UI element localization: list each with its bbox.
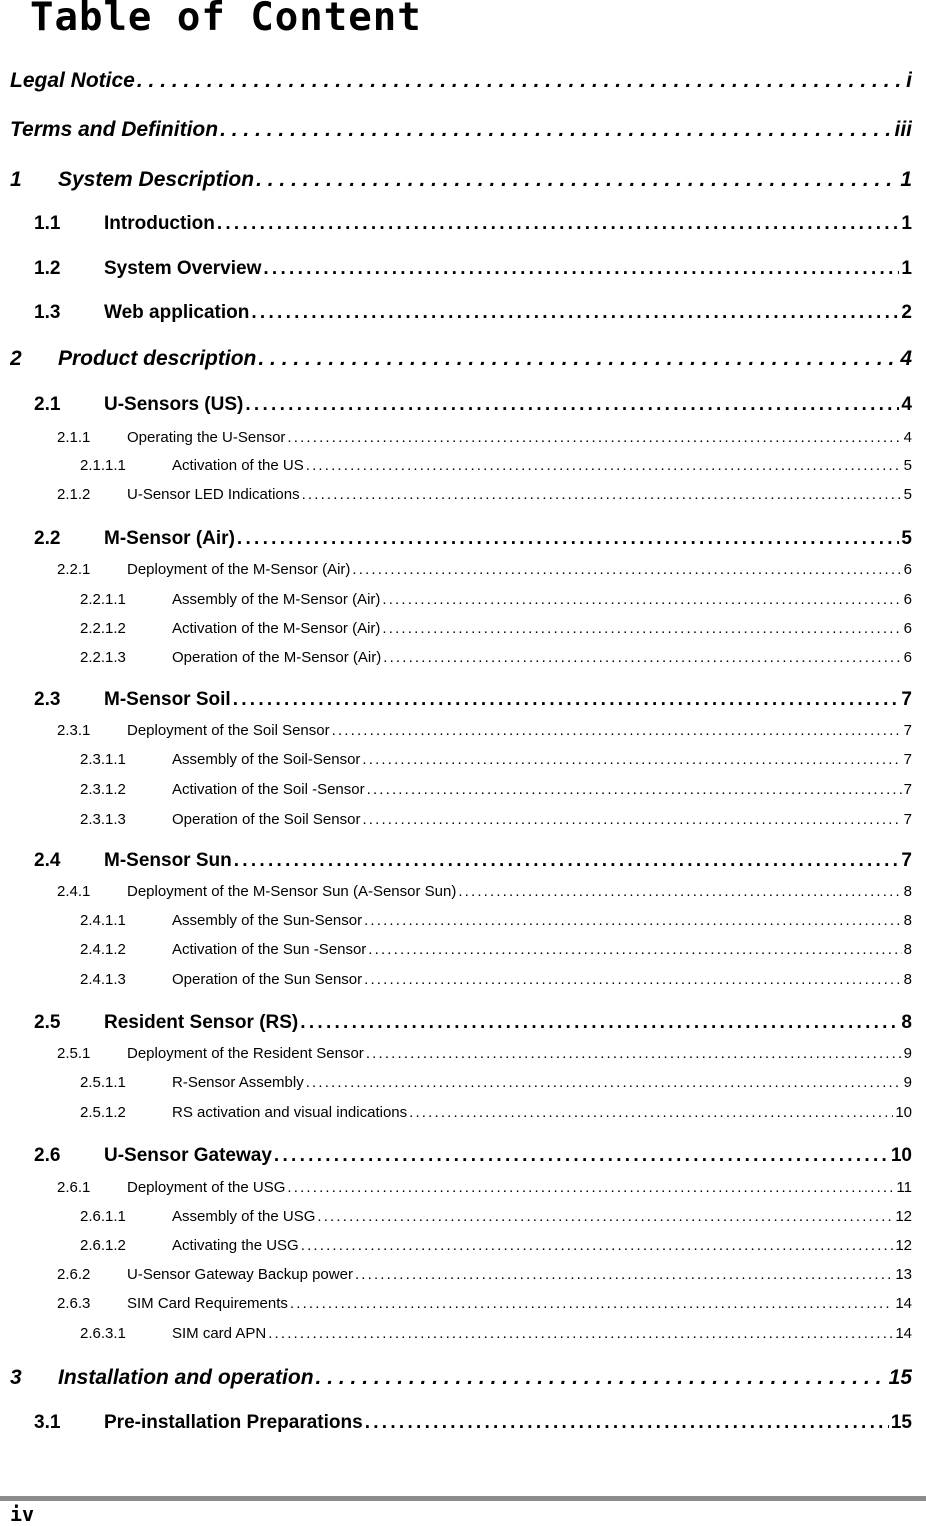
toc-entry-title: R-Sensor Assembly [172, 1074, 304, 1091]
toc-entry-title: Assembly of the USG [172, 1208, 316, 1225]
toc-entry-title: Activation of the Sun -Sensor [172, 941, 367, 958]
dot-leader [251, 302, 899, 324]
toc-entry[interactable] [80, 1237, 912, 1254]
toc-entry-page: 7 [903, 751, 912, 768]
dot-leader [332, 722, 902, 739]
toc-entry-page: 15 [888, 1366, 912, 1389]
toc-entry-number: 2.2.1.3 [80, 649, 126, 666]
toc-entry-number: 2.6.3 [57, 1295, 91, 1312]
toc-entry-page: 1 [901, 213, 912, 234]
toc-entry-number: 2.1 [34, 394, 61, 415]
toc-entry-number: 2.2.1 [57, 561, 91, 578]
dot-leader [306, 1074, 902, 1091]
toc-entry[interactable] [57, 561, 912, 578]
dot-leader [263, 258, 899, 280]
toc-entry-page: 8 [901, 1012, 912, 1033]
toc-entry-number: 2.5 [34, 1012, 61, 1033]
toc-entry-title: Operation of the Sun Sensor [172, 971, 363, 988]
toc-entry-page: 5 [903, 457, 912, 474]
toc-entry-title: Resident Sensor (RS) [104, 1012, 299, 1033]
toc-entry[interactable] [57, 1179, 912, 1196]
toc-entry-number: 2.2.1.1 [80, 591, 126, 608]
toc-entry[interactable] [80, 912, 912, 929]
toc-entry-title: RS activation and visual indications [172, 1104, 408, 1121]
toc-entry-page: 13 [895, 1266, 912, 1283]
toc-entry[interactable] [80, 457, 912, 474]
toc-entry-title: U-Sensor Gateway [104, 1145, 272, 1166]
toc-entry-title: U-Sensor LED Indications [127, 486, 300, 503]
footer-divider [0, 1496, 926, 1501]
toc-entry-page: 8 [903, 883, 912, 900]
toc-entry[interactable] [10, 347, 912, 371]
dot-leader [256, 168, 898, 192]
toc-entry-page: 7 [901, 850, 912, 871]
toc-entry-title: Legal Notice [10, 69, 135, 92]
toc-entry-page: 4 [903, 429, 912, 446]
dot-leader [258, 347, 898, 371]
toc-entry[interactable] [57, 1266, 912, 1283]
dot-leader [368, 941, 901, 958]
dot-leader [287, 1179, 894, 1196]
toc-entry-page: 6 [903, 649, 912, 666]
dot-leader [300, 1012, 899, 1034]
toc-entry-title: M-Sensor Sun [104, 850, 232, 871]
toc-entry-number: 2.6.1.1 [80, 1208, 126, 1225]
toc-entry-title: Activating the USG [172, 1237, 299, 1254]
toc-entry-title: Assembly of the Soil-Sensor [172, 751, 361, 768]
dot-leader [302, 486, 902, 503]
toc-entry-page: 12 [895, 1237, 912, 1254]
toc-entry-number: 1 [10, 168, 22, 191]
toc-entry-title: Pre-installation Preparations [104, 1412, 363, 1433]
dot-leader [301, 1237, 894, 1254]
toc-entry-number: 2.6.1 [57, 1179, 91, 1196]
toc-entry-page: 9 [903, 1074, 912, 1091]
dot-leader [237, 528, 900, 550]
dot-leader [364, 971, 902, 988]
toc-entry[interactable] [80, 1104, 912, 1121]
toc-entry-page: i [906, 69, 912, 92]
dot-leader [220, 118, 892, 142]
toc-entry[interactable] [10, 118, 912, 142]
dot-leader [409, 1104, 893, 1121]
toc-entry-page: 4 [901, 394, 912, 415]
dot-leader [366, 1045, 902, 1062]
toc-entry-number: 1.1 [34, 213, 61, 234]
toc-entry[interactable] [34, 258, 912, 280]
toc-entry-title: Installation and operation [58, 1366, 314, 1389]
toc-entry-title: Operation of the M-Sensor (Air) [172, 649, 382, 666]
toc-entry-number: 2.4.1.1 [80, 912, 126, 929]
toc-entry-title: SIM Card Requirements [127, 1295, 288, 1312]
toc-entry-number: 3 [10, 1366, 22, 1389]
toc-entry-title: Introduction [104, 213, 215, 234]
toc-entry-number: 2.3.1.2 [80, 781, 126, 798]
toc-entry-title: Deployment of the Soil Sensor [127, 722, 330, 739]
toc-entry-title: System Overview [104, 258, 262, 279]
toc-entry-title: Assembly of the M-Sensor (Air) [172, 591, 381, 608]
dot-leader [362, 751, 901, 768]
toc-entry-title: Activation of the US [172, 457, 304, 474]
toc-entry-page: 6 [903, 620, 912, 637]
dot-leader [317, 1208, 893, 1225]
toc-entry-title: Assembly of the Sun-Sensor [172, 912, 363, 929]
dot-leader [287, 429, 901, 446]
toc-entry[interactable] [34, 213, 912, 235]
dot-leader [245, 394, 899, 416]
toc-entry-number: 2.2 [34, 528, 61, 549]
toc-entry-page: 9 [903, 1045, 912, 1062]
toc-entry-page: 1 [901, 258, 912, 279]
toc-entry-page: 5 [903, 486, 912, 503]
toc-entry-number: 2.4 [34, 850, 61, 871]
toc-entry[interactable] [80, 591, 912, 608]
toc-entry-number: 2 [10, 347, 22, 370]
toc-entry-title: Terms and Definition [10, 118, 219, 141]
toc-entry-page: 8 [903, 941, 912, 958]
toc-entry-page: 6 [903, 561, 912, 578]
toc-entry[interactable] [34, 689, 912, 711]
toc-entry-title: Deployment of the M-Sensor Sun (A-Sensor Sun) [127, 883, 457, 900]
toc-entry-number: 2.6.2 [57, 1266, 91, 1283]
toc-entry[interactable] [57, 722, 912, 739]
toc-entry-page: 7 [903, 722, 912, 739]
toc-entry[interactable] [57, 429, 912, 446]
toc-entry-title: M-Sensor (Air) [104, 528, 235, 549]
dot-leader [316, 1366, 887, 1390]
toc-entry[interactable] [80, 781, 912, 798]
toc-entry-number: 2.6 [34, 1145, 61, 1166]
toc-entry-page: 2 [901, 302, 912, 323]
toc-entry-number: 2.1.1.1 [80, 457, 126, 474]
toc-entry-page: iii [894, 118, 912, 141]
toc-entry[interactable] [34, 1412, 912, 1434]
toc-entry-number: 3.1 [34, 1412, 61, 1433]
toc-entry-page: 11 [896, 1179, 912, 1196]
toc-entry-number: 2.3.1 [57, 722, 91, 739]
toc-entry[interactable] [57, 1045, 912, 1062]
toc-entry[interactable] [80, 1325, 912, 1342]
toc-entry[interactable] [80, 620, 912, 637]
toc-entry[interactable] [34, 394, 912, 416]
toc-entry[interactable] [80, 649, 912, 666]
toc-entry-page: 14 [895, 1295, 912, 1312]
toc-entry-page: 8 [903, 971, 912, 988]
toc-entry-page: 15 [890, 1412, 912, 1433]
dot-leader [382, 591, 901, 608]
toc-entry-number: 2.6.3.1 [80, 1325, 126, 1342]
dot-leader [367, 781, 902, 798]
dot-leader [233, 689, 900, 711]
toc-entry-page: 5 [901, 528, 912, 549]
toc-entry-number: 2.5.1.2 [80, 1104, 126, 1121]
toc-entry-page: 14 [895, 1325, 912, 1342]
dot-leader [382, 620, 901, 637]
toc-entry-number: 2.5.1.1 [80, 1074, 126, 1091]
toc-entry-number: 2.2.1.2 [80, 620, 126, 637]
toc-entry[interactable] [34, 850, 912, 872]
toc-entry-page: 10 [890, 1145, 912, 1166]
toc-entry-title: Deployment of the USG [127, 1179, 286, 1196]
dot-leader [268, 1325, 893, 1342]
toc-entry-page: 10 [895, 1104, 912, 1121]
toc-entry[interactable] [80, 971, 912, 988]
toc-entry[interactable] [10, 69, 912, 93]
dot-leader [352, 561, 901, 578]
toc-entry-page: 7 [903, 781, 912, 798]
toc-entry[interactable] [80, 941, 912, 958]
toc-entry-number: 2.4.1 [57, 883, 91, 900]
toc-entry-number: 2.1.2 [57, 486, 91, 503]
toc-entry-title: Deployment of the M-Sensor (Air) [127, 561, 351, 578]
dot-leader [365, 1412, 889, 1434]
toc-entry-title: U-Sensor Gateway Backup power [127, 1266, 353, 1283]
dot-leader [355, 1266, 893, 1283]
toc-entry[interactable] [10, 1366, 912, 1390]
toc-entry-number: 2.5.1 [57, 1045, 91, 1062]
toc-entry[interactable] [34, 1012, 912, 1034]
toc-entry-title: System Description [58, 168, 255, 191]
dot-leader [234, 850, 900, 872]
toc-entry[interactable] [80, 751, 912, 768]
toc-entry-title: Web application [104, 302, 250, 323]
toc-entry-page: 6 [903, 591, 912, 608]
dot-leader [290, 1295, 893, 1312]
dot-leader [362, 811, 901, 828]
toc-entry[interactable] [57, 883, 912, 900]
toc-entry-page: 4 [900, 347, 912, 370]
toc-entry-title: Operation of the Soil Sensor [172, 811, 361, 828]
dot-leader [364, 912, 902, 929]
toc-entry-page: 1 [900, 168, 912, 191]
toc-entry-page: 12 [895, 1208, 912, 1225]
toc-entry-number: 1.2 [34, 258, 61, 279]
toc-entry[interactable] [57, 486, 912, 503]
toc-entry-title: Deployment of the Resident Sensor [127, 1045, 364, 1062]
toc-entry[interactable] [80, 1074, 912, 1091]
toc-entry-number: 2.3 [34, 689, 61, 710]
toc-entry-page: 7 [903, 811, 912, 828]
toc-entry[interactable] [80, 1208, 912, 1225]
toc-entry-number: 2.3.1.3 [80, 811, 126, 828]
toc-entry[interactable] [80, 811, 912, 828]
dot-leader [217, 213, 900, 235]
toc-entry[interactable] [57, 1295, 912, 1312]
toc-entry[interactable] [34, 528, 912, 550]
dot-leader [383, 649, 901, 666]
dot-leader [458, 883, 901, 900]
toc-entry[interactable] [34, 302, 912, 324]
page-title: Table of Content [30, 0, 422, 40]
toc-entry-number: 2.4.1.3 [80, 971, 126, 988]
toc-entry-number: 1.3 [34, 302, 61, 323]
toc-entry-title: Operating the U-Sensor [127, 429, 286, 446]
dot-leader [137, 69, 904, 93]
toc-entry[interactable] [34, 1145, 912, 1167]
toc-entry-title: M-Sensor Soil [104, 689, 231, 710]
toc-entry[interactable] [10, 168, 912, 192]
toc-entry-title: Product description [58, 347, 257, 370]
toc-entry-number: 2.6.1.2 [80, 1237, 126, 1254]
toc-entry-number: 2.4.1.2 [80, 941, 126, 958]
toc-entry-page: 8 [903, 912, 912, 929]
toc-entry-title: SIM card APN [172, 1325, 267, 1342]
toc-entry-title: Activation of the Soil -Sensor [172, 781, 365, 798]
dot-leader [274, 1145, 889, 1167]
page-number: iv [10, 1502, 35, 1526]
toc-entry-number: 2.3.1.1 [80, 751, 126, 768]
dot-leader [306, 457, 902, 474]
toc-entry-page: 7 [901, 689, 912, 710]
toc-entry-title: Activation of the M-Sensor (Air) [172, 620, 381, 637]
toc-entry-number: 2.1.1 [57, 429, 91, 446]
toc-entry-title: U-Sensors (US) [104, 394, 244, 415]
